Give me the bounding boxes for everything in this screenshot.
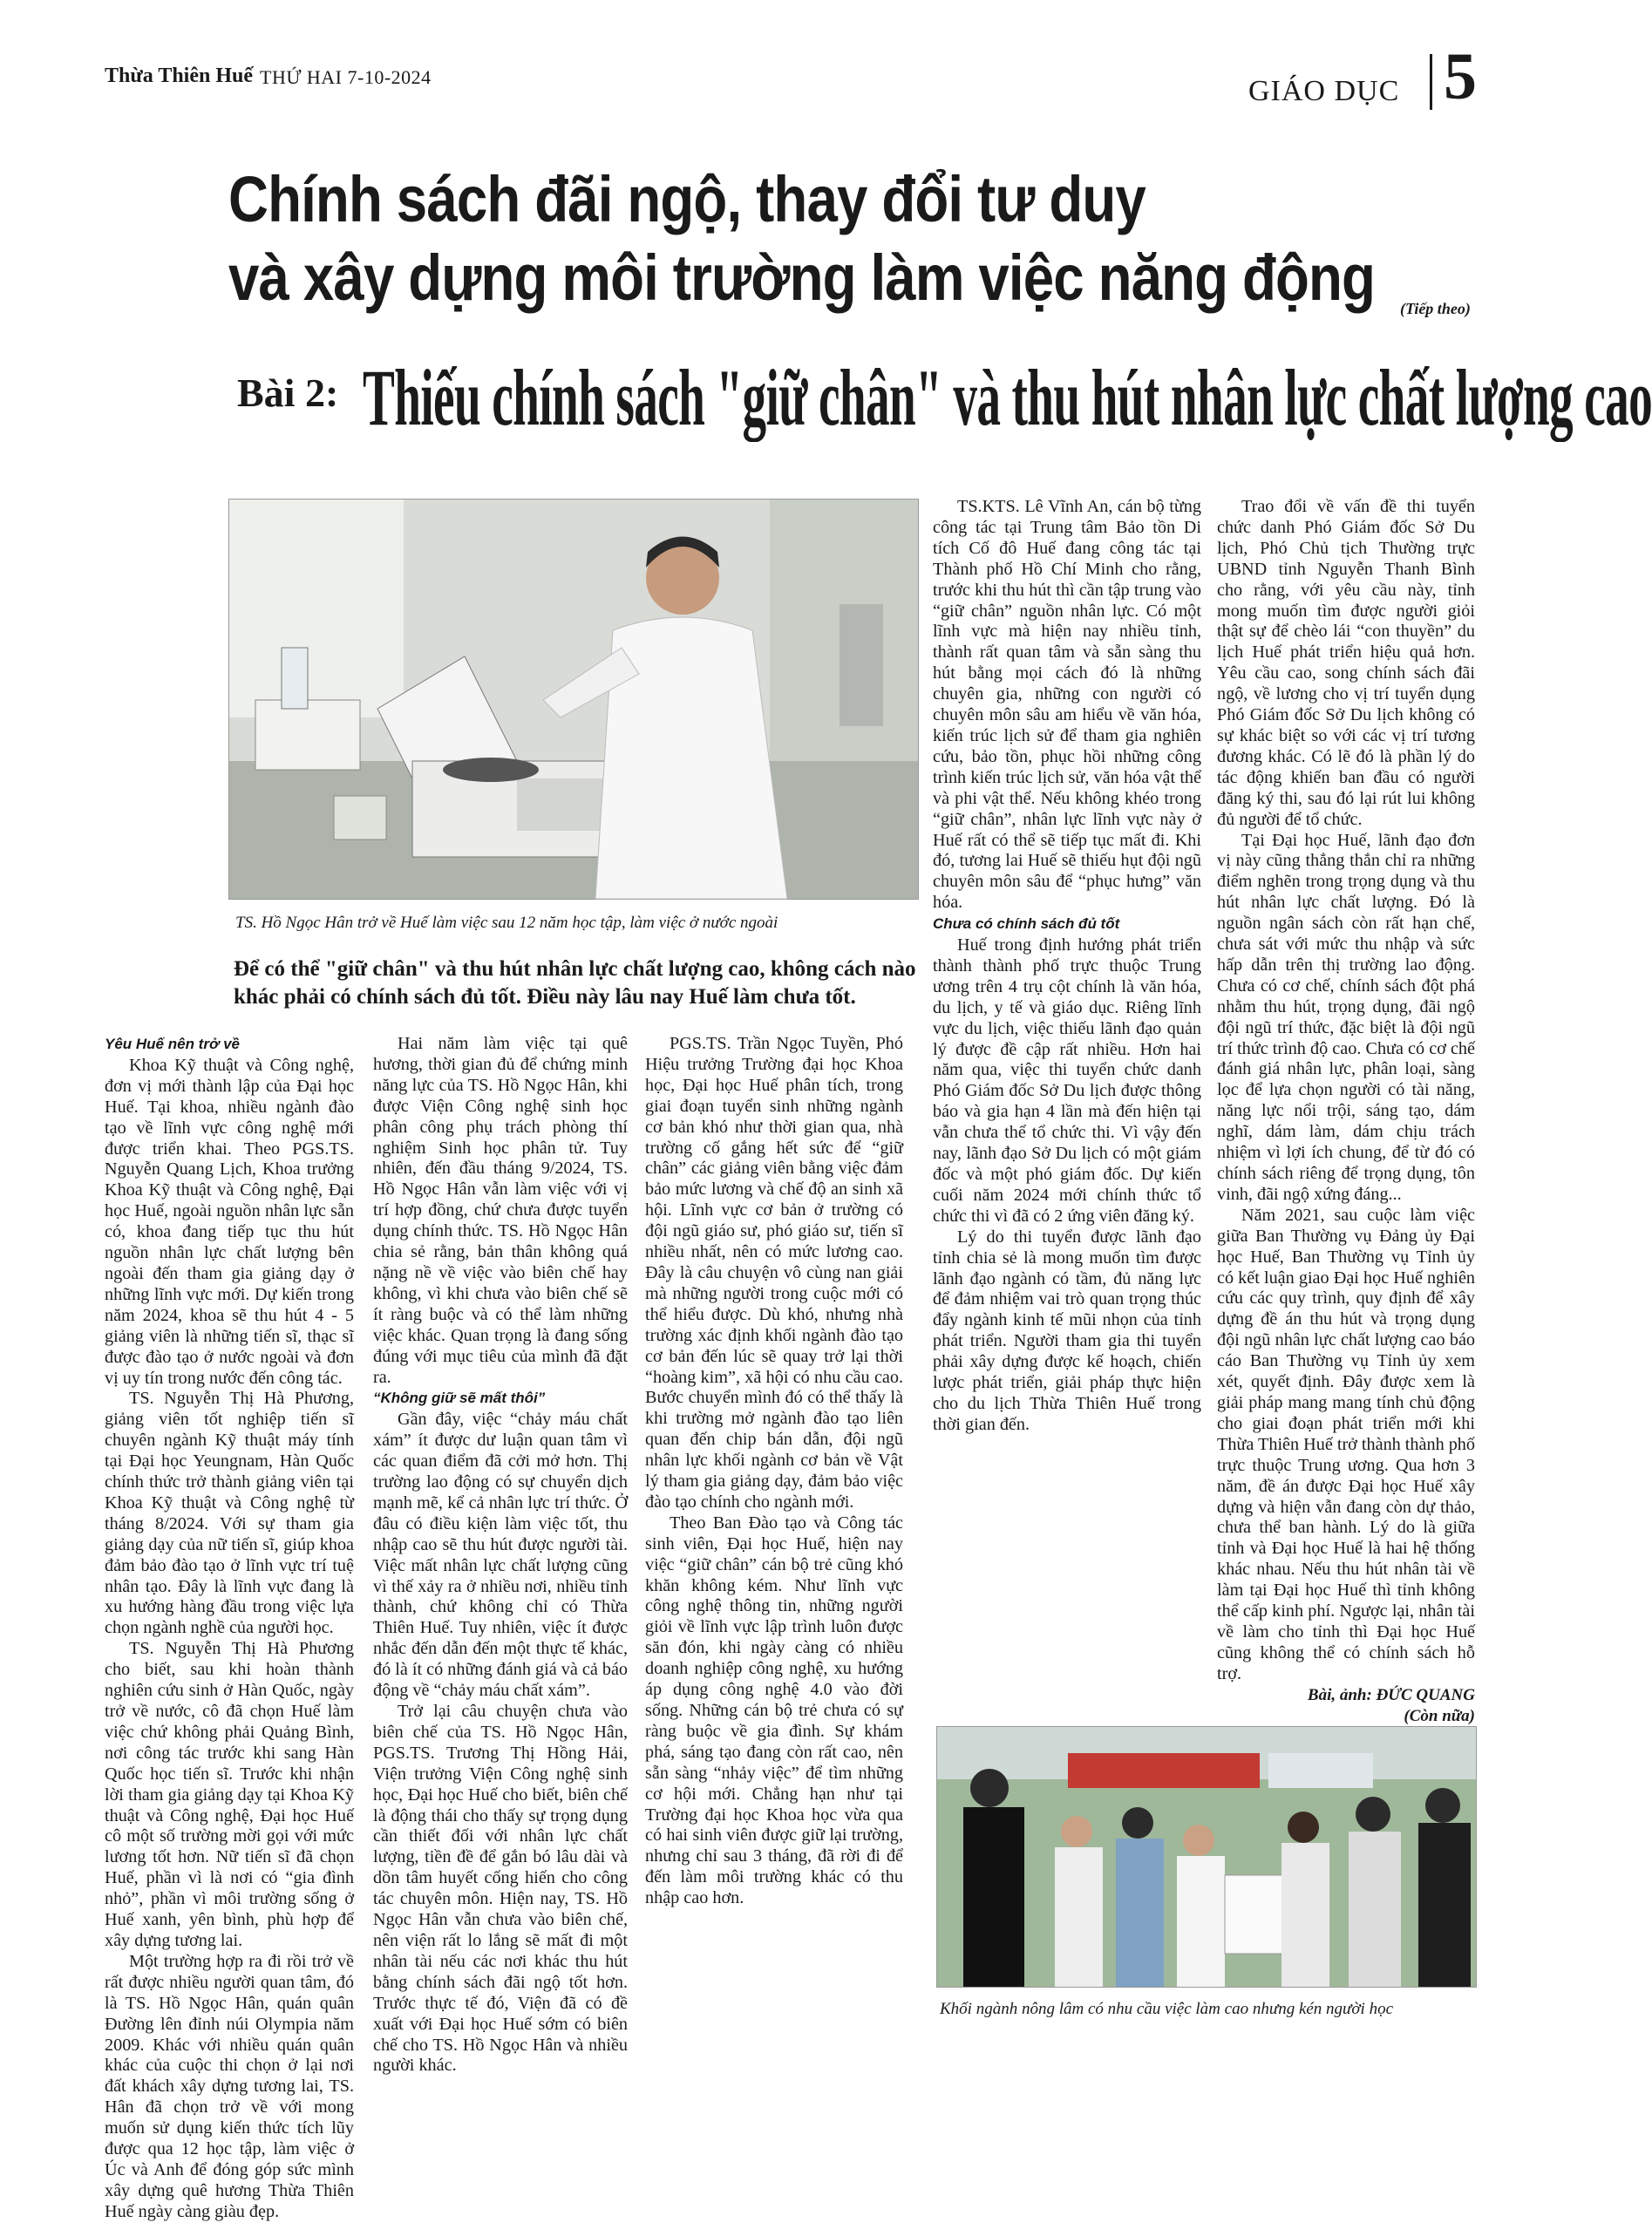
masthead-divider — [1430, 54, 1432, 110]
paragraph: TS. Nguyễn Thị Hà Phương cho biết, sau khi hoàn thành nghiên cứu sinh ở Hàn Quốc, ngày trở về nước, cô đã chọn Huế làm việc chứ không phải Quảng Bình, nơi công tác trước khi sang Hàn Quốc học tiến sĩ. Trước khi nhận lời tham gia giảng dạy tại Khoa Kỹ thuật và Công nghệ, Đại học Huế cô một số trường mời gọi với mức lương tốt hơn. Nữ tiến sĩ đã chọn Huế, phần vì là nơi có “gia đình nhỏ”, phần vì môi trường sống ở Huế xanh, yên bình, phù hợp để xây dựng tương lai. — [105, 1639, 354, 1950]
photo-caption-2: Khối ngành nông lâm có nhu cầu việc làm cao nhưng kén người học — [940, 2000, 1394, 2018]
paragraph: Hai năm làm việc tại quê hương, thời gian đủ để chứng minh năng lực của TS. Hồ Ngọc Hân, khi được Viện Công nghệ sinh học phân công phụ trách phòng thí nghiệm Sinh học phân tử. Tuy nhiên, đến đầu tháng 9/2024, TS. Hồ Ngọc Hân vẫn làm việc với vị trí hợp đồng, chứ chưa được tuyển dụng chính thức. TS. Hồ Ngọc Hân chia sẻ rằng, bản thân không quá nặng nề về việc vào biên chế hay không, vì khi chưa vào biên chế sẽ ít ràng buộc và có thể làm những việc khác. Quan trọng là đang sống đúng với mục tiêu của mình đã đặt ra. — [373, 1034, 628, 1387]
headline — [228, 160, 1563, 317]
paragraph: TS.KTS. Lê Vĩnh An, cán bộ từng công tác tại Trung tâm Bảo tồn Di tích Cố đô Huế đang công tác tại Thành phố Hồ Chí Minh cho rằng, trước khi thu hút thì cần tập trung vào “giữ chân” nguồn nhân lực. Có một lĩnh vực mà hiện nay nhiều tỉnh, thành rất quan tâm và sẵn sàng thu hút bằng mọi cách đó là những chuyên gia, những con người có chuyên môn sâu am hiểu về văn hóa, kiến trúc lịch sử để tham gia nghiên cứu, bảo tồn, phục hồi những công trình kiến trúc lịch sử, văn hóa vật thể và phi vật thể. Nếu không khéo trong “giữ chân”, nhân lực lĩnh vực này ở Huế rất có thể sẽ tiếp tục mất đi. Khi đó, tương lai Huế sẽ thiếu hụt đội ngũ chuyên môn sâu để “phục hưng” văn hóa. — [933, 497, 1201, 913]
byline: Bài, ảnh: ĐỨC QUANG — [1307, 1685, 1475, 1704]
students-photo-illustration — [937, 1727, 1476, 1987]
article-subhead: Thiếu chính sách "giữ chân" và thu hút nhân lực chất lượng cao — [363, 353, 1652, 442]
students-photo — [936, 1726, 1477, 1988]
paragraph: Theo Ban Đào tạo và Công tác sinh viên, Đại học Huế, hiện nay việc “giữ chân” cán bộ trẻ cũng khó khăn không kém. Như lĩnh vực công nghệ thông tin, những người giỏi về lĩnh vực lập trình luôn được săn đón, khi ngày càng có nhiều doanh nghiệp công nghệ, xu hướng áp dụng công nghệ 4.0 vào đời sống. Những cán bộ trẻ chưa có sự ràng buộc về gia đình. Sự khám phá, sáng tạo đang còn rất cao, nên sẵn sàng “nhảy việc” để tìm những cơ hội mới. Chẳng hạn như tại Trường đại học Khoa học vừa qua có hai sinh viên được giữ lại trường, nhưng chỉ sau 3 tháng, đã rời đi để đến làm môi trường khác có thu nhập cao hơn. — [645, 1513, 903, 1908]
section-heading: Yêu Huế nên trở về — [105, 1036, 241, 1052]
paragraph: Một trường hợp ra đi rồi trở về rất được nhiều người quan tâm, đó là TS. Hồ Ngọc Hân, quán quân Đường lên đỉnh núi Olympia năm 2009. Khác với nhiều quán quân khác của cuộc thi chọn ở lại nơi đất khách xây dựng tương lai, TS. Hân đã chọn trở về với mong muốn sử dụng kiến thức tích lũy được qua 12 học tập, làm việc ở Úc và Anh để đóng góp sức mình xây dựng quê hương Thừa Thiên Huế ngày càng giàu đẹp. — [105, 1951, 354, 2221]
article-column-3 — [645, 1034, 903, 2019]
paragraph: Trở lại câu chuyện chưa vào biên chế của TS. Hồ Ngọc Hân, PGS.TS. Trương Thị Hồng Hải, Viện trưởng Viện Công nghệ sinh học, Đại học Huế cho biết, biên chế là động thái cho thấy sự trọng dụng cần thiết đối với nhân lực chất lượng, tiền đề để gắn bó lâu dài và dồn tâm huyết cống hiến cho công tác chuyên môn. Hiện nay, TS. Hồ Ngọc Hân vẫn chưa vào biên chế, nên viện rất lo lắng sẽ mất đi một nhân tài nếu các nơi khác thu hút bằng chính sách đãi ngộ tốt hơn. Trước thực tế đó, Viện đã có đề xuất với Đại học Huế sớm có biên chế cho TS. Hồ Ngọc Hân và nhiều người khác. — [373, 1702, 628, 2076]
article-column-2 — [373, 1034, 628, 2076]
issue-date: THỨ HAI 7-10-2024 — [260, 66, 432, 88]
section-name: GIÁO DỤC — [1248, 75, 1400, 107]
series-label: Bài 2: — [237, 370, 339, 415]
lab-photo — [228, 499, 919, 900]
paragraph: Gần đây, việc “chảy máu chất xám” ít được dư luận quan tâm vì các quan điểm đã cởi mở hơn. Thị trường lao động có sự chuyển dịch mạnh mẽ, kể cả nhân lực trí thức. Ở đâu có điều kiện làm việc tốt, thu nhập cao sẽ thu hút được người tài. Việc mất nhân lực chất lượng cũng vì thế xảy ra ở nhiều nơi, nhiều tỉnh thành, chứ không chỉ có Thừa Thiên Huế. Tuy nhiên, việc ít được nhắc đến dẫn đến một thực tế khác, đó là ít có những đánh giá và cả báo động về “chảy máu chất xám”. — [373, 1410, 628, 1701]
newspaper-name: Thừa Thiên Huế — [105, 65, 254, 87]
section-heading: Chưa có chính sách đủ tốt — [933, 915, 1120, 933]
to-be-continued: (Còn nữa) — [1404, 1706, 1475, 1725]
article-column-5 — [1217, 497, 1475, 1725]
paragraph: TS. Nguyễn Thị Hà Phương, giảng viên tốt nghiệp tiến sĩ chuyên ngành Kỹ thuật máy tính tại Đại học Yeungnam, Hàn Quốc chính thức trở thành giảng viên tại Khoa Kỹ thuật và Công nghệ từ tháng 8/2024. Với sự tham gia giảng dạy của nữ tiến sĩ, giúp khoa đảm bảo đào tạo ở lĩnh vực trí tuệ nhân tạo. Đây là lĩnh vực đang là xu hướng hàng đầu trong việc lựa chọn ngành nghề của người học. — [105, 1389, 354, 1638]
article-column-4 — [933, 497, 1201, 1709]
continued-label: (Tiếp theo) — [1400, 300, 1471, 317]
paragraph: Khoa Kỹ thuật và Công nghệ, đơn vị mới thành lập của Đại học Huế. Tại khoa, nhiều ngành đào tạo về lĩnh vực công nghệ mới được triển khai. Theo PGS.TS. Nguyễn Quang Lịch, Khoa trưởng Khoa Kỹ thuật và Công nghệ, Đại học Huế, ngoài nguồn nhân lực sẵn có, khoa đang tiếp tục thu hút nguồn nhân lực chất lượng bên ngoài đến tham gia giảng dạy ở những lĩnh vực mới. Dự kiến trong năm 2024, khoa sẽ thu hút 4 - 5 giảng viên là những tiến sĩ, thạc sĩ được đào tạo ở nước ngoài và đơn vị uy tín trong nước đến công tác. — [105, 1055, 354, 1388]
paragraph: PGS.TS. Trần Ngọc Tuyền, Phó Hiệu trưởng Trường đại học Khoa học, Đại học Huế phân tích, trong giai đoạn tuyển sinh những ngành cơ bản khó như thời gian qua, nhà trường cố gắng hết sức để “giữ chân” các giảng viên bằng việc đảm bảo mức lương và chế độ an sinh xã hội. Lĩnh vực cơ bản ở trường có đội ngũ giáo sư, phó giáo sư, tiến sĩ nhiều nhất, nên có mức lương cao. Đây là câu chuyện vô cùng nan giải mà những người trong cuộc mới có thể hiểu được. Dù khó, nhưng nhà trường xác định khối ngành đào tạo cơ bản đến lúc sẽ quay trở lại thời “hoàng kim”, xã hội có nhu cầu cao. Bước chuyển mình đó có thể thấy là khi trường mở ngành đào tạo liên quan đến chip bán dẫn, đội ngũ nhân lực khối ngành cơ bản về Vật lý tham gia giảng dạy, đảm bảo việc đào tạo chính cho ngành mới. — [645, 1034, 903, 1512]
photo-caption-1: TS. Hồ Ngọc Hân trở về Huế làm việc sau 12 năm học tập, làm việc ở nước ngoài — [235, 914, 778, 932]
article-lede: Để có thể "giữ chân" và thu hút nhân lực chất lượng cao, không cách nào khác phải có chính sách đủ tốt. Điều này lâu nay Huế làm chưa tốt. — [234, 957, 916, 1009]
paragraph: Lý do thi tuyển được lãnh đạo tỉnh chia sẻ là mong muốn tìm được lãnh đạo ngành có tầm, đủ năng lực để đảm nhiệm vai trò quan trọng thúc đẩy ngành kinh tế mũi nhọn của tỉnh phát triển. Người tham gia thi tuyển phải xây dựng được kế hoạch, chiến lược phát triển, giải pháp thực hiện cho du lịch Thừa Thiên Huế trong thời gian đến. — [933, 1227, 1201, 1434]
lab-photo-illustration — [229, 500, 918, 899]
paragraph: Trao đổi về vấn đề thi tuyển chức danh Phó Giám đốc Sở Du lịch, Phó Chủ tịch Thường trực UBND tỉnh Nguyễn Thanh Bình cho rằng, với yêu cầu này, tỉnh mong muốn tìm được người giỏi thật sự để chèo lái “con thuyền” du lịch Huế phát triển hiệu quả hơn. Yêu cầu cao, song chính sách đãi ngộ, về lương cho vị trí tuyển dụng Phó Giám đốc Sở Du lịch không có sự khác biệt so với các vị trí tương đương khác. Có lẽ đó là phần lý do tác động khiến ban đầu có người đăng ký thi, sau đó lại rút lui không đủ người để tổ chức. — [1217, 497, 1475, 829]
paragraph: Huế trong định hướng phát triển thành thành phố trực thuộc Trung ương trên 4 trụ cột chính là văn hóa, du lịch, y tế và giáo dục. Riêng lĩnh vực du lịch, việc thiếu lãnh đạo quản lý được đề cập rất nhiều. Hơn hai năm qua, việc thi tuyển chức danh Phó Giám đốc Sở Du lịch được thông báo và gia hạn 4 lần mà đến hiện tại vẫn chưa thể tổ chức thi. Vì vậy đến nay, lãnh đạo Sở Du lịch có một giám đốc và một phó giám đốc. Dự kiến cuối năm 2024 mới chính thức tổ chức thi vì đã có 2 ứng viên đăng ký. — [933, 935, 1201, 1226]
article-column-1 — [105, 1034, 354, 2221]
section-heading: “Không giữ sẽ mất thôi” — [373, 1390, 546, 1407]
paragraph: Năm 2021, sau cuộc làm việc giữa Ban Thường vụ Đảng ủy Đại học Huế, Ban Thường vụ Tỉnh ủy có kết luận giao Đại học Huế nghiên cứu các quy trình, quy định để xây dựng đề án thu hút và trọng dụng đội ngũ nhân lực chất lượng cao báo cáo Ban Thường vụ Tỉnh ủy xem xét, quyết định. Đây được xem là giải pháp mang mang tính chủ động cho giai đoạn phát triển mới khi Thừa Thiên Huế trở thành thành phố trực thuộc Trung ương. Qua hơn 3 năm, đề án được Đại học Huế xây dựng và hiện vẫn đang còn dự thảo, chưa thể ban hành. Lý do là giữa tỉnh và Đại học Huế là hai hệ thống khác nhau. Nếu thu hút nhân tài về làm tại Đại học Huế thì tỉnh không thể cấp kinh phí. Ngược lại, nhân tài về làm cho tỉnh thì Đại học Huế cũng không thể có chính sách hỗ trợ. — [1217, 1205, 1475, 1683]
headline-line-2: và xây dựng môi trường làm việc năng động — [228, 241, 1376, 314]
page-number: 5 — [1444, 40, 1477, 113]
headline-line-1: Chính sách đãi ngộ, thay đổi tư duy — [228, 163, 1146, 235]
paragraph: Tại Đại học Huế, lãnh đạo đơn vị này cũng thẳng thắn chỉ ra những điểm nghẽn trong trọng dụng và thu hút nhân lực chất lượng. Đó là nguồn ngân sách còn rất hạn chế, chưa sát với mức thu nhập và sức hấp dẫn trên thị trường lao động. Chưa có cơ chế, chính sách đột phá nhằm thu hút, trọng dụng, đãi ngộ đội ngũ trí thức, đặc biệt là đội ngũ trí thức trình độ cao. Chưa có cơ chế đánh giá nhân lực, phân loại, sàng lọc để lựa chọn người có tài năng, năng lực nổi trội, sáng tạo, dám nghĩ, dám làm, dám chịu trách nhiệm vì lợi ích chung, để từ đó có chính sách riêng để trọng dụng, tôn vinh, đãi ngộ xứng đáng... — [1217, 830, 1475, 1204]
